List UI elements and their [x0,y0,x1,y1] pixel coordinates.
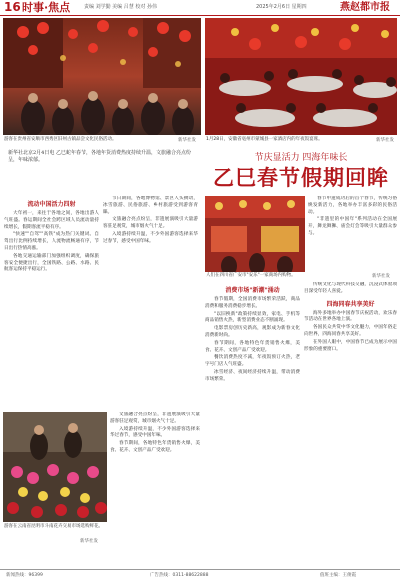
paragraph: 大年初一，来往于各地之间，各地出游人气旺盛。春运期间全社会跨区域人员流动量持续增长，假期客流平稳有序。 [4,211,99,230]
photo-flower-market [3,412,107,522]
lead-intro: 新华社北京2月4日电 乙巳蛇年春节，各地年货消费热度持续升温，文旅融合亮点纷呈，年味浓郁。 [8,150,191,163]
paragraph: 入境游持续升温，不少外国游客选择来华过春节，感受中国年味。 [110,426,200,439]
paragraph: "非遗里的中国年"系列活动在全国展开，舞龙舞狮、庙会灯会等吸引大量群众参与。 [308,217,397,236]
paragraph: 节日期间，各地博物馆、景区人头攒动，冰雪旅游、民俗旅游、乡村旅游受到游客青睐。 [103,196,198,215]
middle-photo-caption: 人们在四川省广安市"安乐"一家商场内购物。 [206,273,296,278]
paragraph: 春节期间，各地特色年货销售火爆，美食、花卉、文创产品广受欢迎。 [205,340,300,353]
paragraph: 冰雪经济、夜间经济持续升温，带动消费市场繁荣。 [205,369,300,382]
headline-kicker: 节庆显活力 四海年味长 [254,153,348,163]
subhead-travel: 流动中国活力四射 [27,201,76,208]
newspaper-logo: 燕赵都市报 [340,2,390,13]
column-middle-1 [308,196,397,272]
photo-ancient-town-street [3,18,201,135]
issue-date: 2025年2月6日 星期四 [256,4,307,10]
column-center [205,282,300,566]
paragraph: "以旧换新"政策持续显效，家电、手机等商品销售火热，新型消费业态不断涌现。 [205,311,300,324]
page-footer [0,569,400,582]
subhead-global: 四海同春共享美好 [326,300,375,308]
column-left-1 [4,196,99,409]
headline: 乙巳春节假期回眸 [213,166,389,190]
paragraph: 文旅融合亮点纷呈，非遗展演吸引大量游客驻足观赏，城市烟火气十足。 [103,217,198,230]
footer-hotline: 新闻热线：96399 [6,573,43,578]
paragraph: 餐饮消费热度不减，年夜饭预订火热，老字号门店人气旺盛。 [205,355,300,368]
photo-banquet-hall [205,18,397,135]
subhead-consumption: 消费市场"新潮"涌动 [225,287,280,294]
paragraph: 春节期间，各地特色年货销售火爆，美食、花卉、文创产品广受欢迎。 [110,441,200,453]
page-header [0,0,400,16]
top-left-photo-credit: 新华社发 [178,138,196,143]
paragraph: 文旅融合亮点纷呈，非遗展演吸引大量游客驻足观赏，城市烟火气十足。 [110,412,200,424]
column-right [304,282,397,566]
paragraph: 各国民众共赏中华文化魅力，中国年俗走向世界，四海同春共享美好。 [304,325,397,337]
paragraph: 海外多地举办中国春节庆祝活动，欢乐春节活动在世界各地上演。 [304,310,397,323]
paragraph: 入境游持续升温，不少外国游客选择来华过春节，感受中国年味。 [103,231,198,244]
bottom-left-photo-credit: 新华社发 [80,539,98,544]
footer-ad-hotline: 广告热线：0311-88622888 [150,573,209,578]
photo-shopping-mall [205,196,305,272]
paragraph: 传统文化与现代科技交融，沉浸式体验项目深受年轻人喜爱。 [304,282,397,294]
paragraph: 各地交通运输部门加强组织调度，确保旅客安全便捷出行，全国铁路、公路、水路、民航客运保持平稳运行。 [4,253,99,273]
top-right-photo-caption: 1月28日，安徽省亳州市蒙城县一家酒店内的年夜饭宴席。 [206,137,323,142]
paragraph: 电影票房创历史新高，观影成为新春文化消费新时尚。 [205,326,300,338]
editors-line: 责编 刘学勤 美编 吕慧 校对 孙伟 [84,4,157,10]
footer-editor: 值班主编：王俊霞 [320,573,356,578]
paragraph: 在外国人眼中，中国春节已成为展示中国形象的重要窗口。 [304,339,397,352]
column-left-2 [103,196,198,409]
column-bottom-left [110,412,200,566]
paragraph: 春节申遗成功后的首个春节，传统习俗焕发新活力，各地举办丰富多彩的民俗活动。 [308,196,397,215]
bottom-left-photo-caption: 游客在云南省昆明市斗南花卉交易市场选购鲜花。 [4,524,103,529]
top-left-photo-caption: 游客在贵州省安顺市西秀区旧州古镇品尝文化民俗活动。 [4,137,117,142]
section-number: 16 [4,0,21,14]
middle-photo-credit: 新华社发 [372,274,390,279]
section-name: 时事·焦点 [22,1,71,14]
paragraph: 春节假期，全国消费市场繁荣活跃，商品消费和服务消费稳步增长。 [205,297,300,309]
paragraph: "快速""自驾""高铁"成为热门关键词。自驾出行比例持续增长，人流物流畅通有序，节日出行热情高涨。 [4,232,99,251]
top-right-photo-credit: 新华社发 [376,138,394,143]
